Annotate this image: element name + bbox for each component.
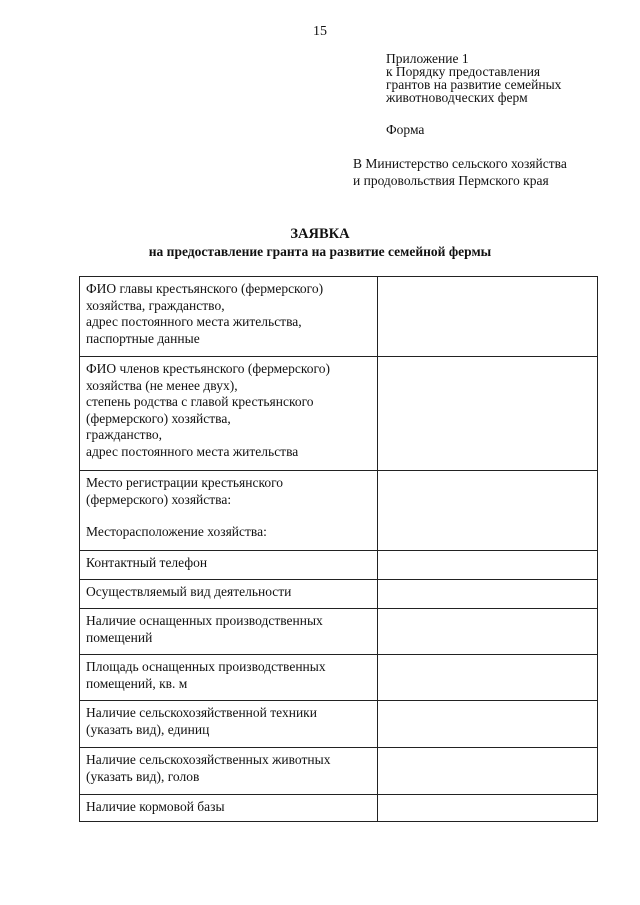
table-row (80, 748, 598, 795)
row-label-line: ФИО членов крестьянского (фермерского) (86, 361, 330, 376)
row-value-cell[interactable] (378, 277, 598, 357)
row-label (80, 609, 378, 655)
table-row (80, 795, 598, 822)
row-label (80, 655, 378, 701)
row-label-line: Контактный телефон (86, 555, 208, 570)
row-label-line: гражданство, (86, 427, 162, 442)
addressee-line: и продовольствия Пермского края (353, 173, 549, 188)
row-label-line: помещений, кв. м (86, 675, 188, 691)
row-label (80, 580, 378, 609)
row-label-line: Площадь оснащенных производственных (86, 659, 326, 674)
table-row (80, 551, 598, 580)
appendix-line: грантов на развитие семейных (386, 77, 562, 92)
row-label-line: Осуществляемый вид деятельности (86, 584, 292, 599)
row-label-line: Наличие сельскохозяйственных животных (86, 752, 331, 767)
row-label-line: помещений (86, 629, 153, 645)
table-row (80, 357, 598, 471)
row-label-line: Наличие оснащенных производственных (86, 613, 323, 628)
table-row (80, 580, 598, 609)
appendix-line: к Порядку предоставления (386, 64, 541, 79)
row-value-cell[interactable] (378, 795, 598, 822)
row-label-line: Наличие кормовой базы (86, 799, 225, 814)
row-label (80, 277, 378, 357)
row-value-cell[interactable] (378, 551, 598, 580)
table-row (80, 277, 598, 357)
table-row (80, 471, 598, 551)
appendix-note (386, 52, 561, 104)
table-row (80, 609, 598, 655)
row-label-line: адрес постоянного места жительства, (86, 314, 302, 329)
row-label (80, 795, 378, 822)
table-row (80, 655, 598, 701)
row-label (80, 701, 378, 748)
row-label (80, 471, 378, 551)
row-label-line: адрес постоянного места жительства (86, 443, 299, 459)
row-label-line: (фермерского) хозяйства: (86, 491, 232, 507)
row-label-line: степень родства с главой крестьянского (86, 394, 314, 409)
row-label (80, 357, 378, 471)
row-label-gap (86, 508, 371, 524)
addressee (353, 155, 567, 189)
row-value-cell[interactable] (378, 701, 598, 748)
row-value-cell[interactable] (378, 580, 598, 609)
row-label-line: ФИО главы крестьянского (фермерского) (86, 281, 324, 296)
row-label-line: Место регистрации крестьянского (86, 475, 284, 490)
row-label-line: (указать вид), голов (86, 768, 200, 784)
document-title: ЗАЯВКА (290, 226, 350, 242)
table-row (80, 701, 598, 748)
row-label-line: Месторасположение хозяйства: (86, 524, 267, 539)
row-label-line: (указать вид), единиц (86, 721, 210, 737)
form-label: Форма (386, 122, 425, 137)
row-label-line: Наличие сельскохозяйственной техники (86, 705, 317, 720)
addressee-line: В Министерство сельского хозяйства (353, 156, 567, 171)
row-value-cell[interactable] (378, 471, 598, 551)
row-value-cell[interactable] (378, 357, 598, 471)
row-label (80, 551, 378, 580)
row-label-line: хозяйства, гражданство, (86, 297, 225, 313)
row-value-cell[interactable] (378, 748, 598, 795)
row-label-line: (фермерского) хозяйства, (86, 410, 231, 426)
row-label (80, 748, 378, 795)
row-label-line: хозяйства (не менее двух), (86, 377, 238, 393)
application-table (79, 276, 598, 822)
title-block (0, 226, 640, 260)
row-value-cell[interactable] (378, 655, 598, 701)
document-subtitle: на предоставление гранта на развитие семейной фермы (148, 244, 492, 259)
page-number: 15 (313, 24, 327, 39)
appendix-line: Приложение 1 (386, 51, 469, 66)
appendix-line: животноводческих ферм (386, 90, 528, 105)
row-label-line: паспортные данные (86, 330, 200, 346)
row-value-cell[interactable] (378, 609, 598, 655)
